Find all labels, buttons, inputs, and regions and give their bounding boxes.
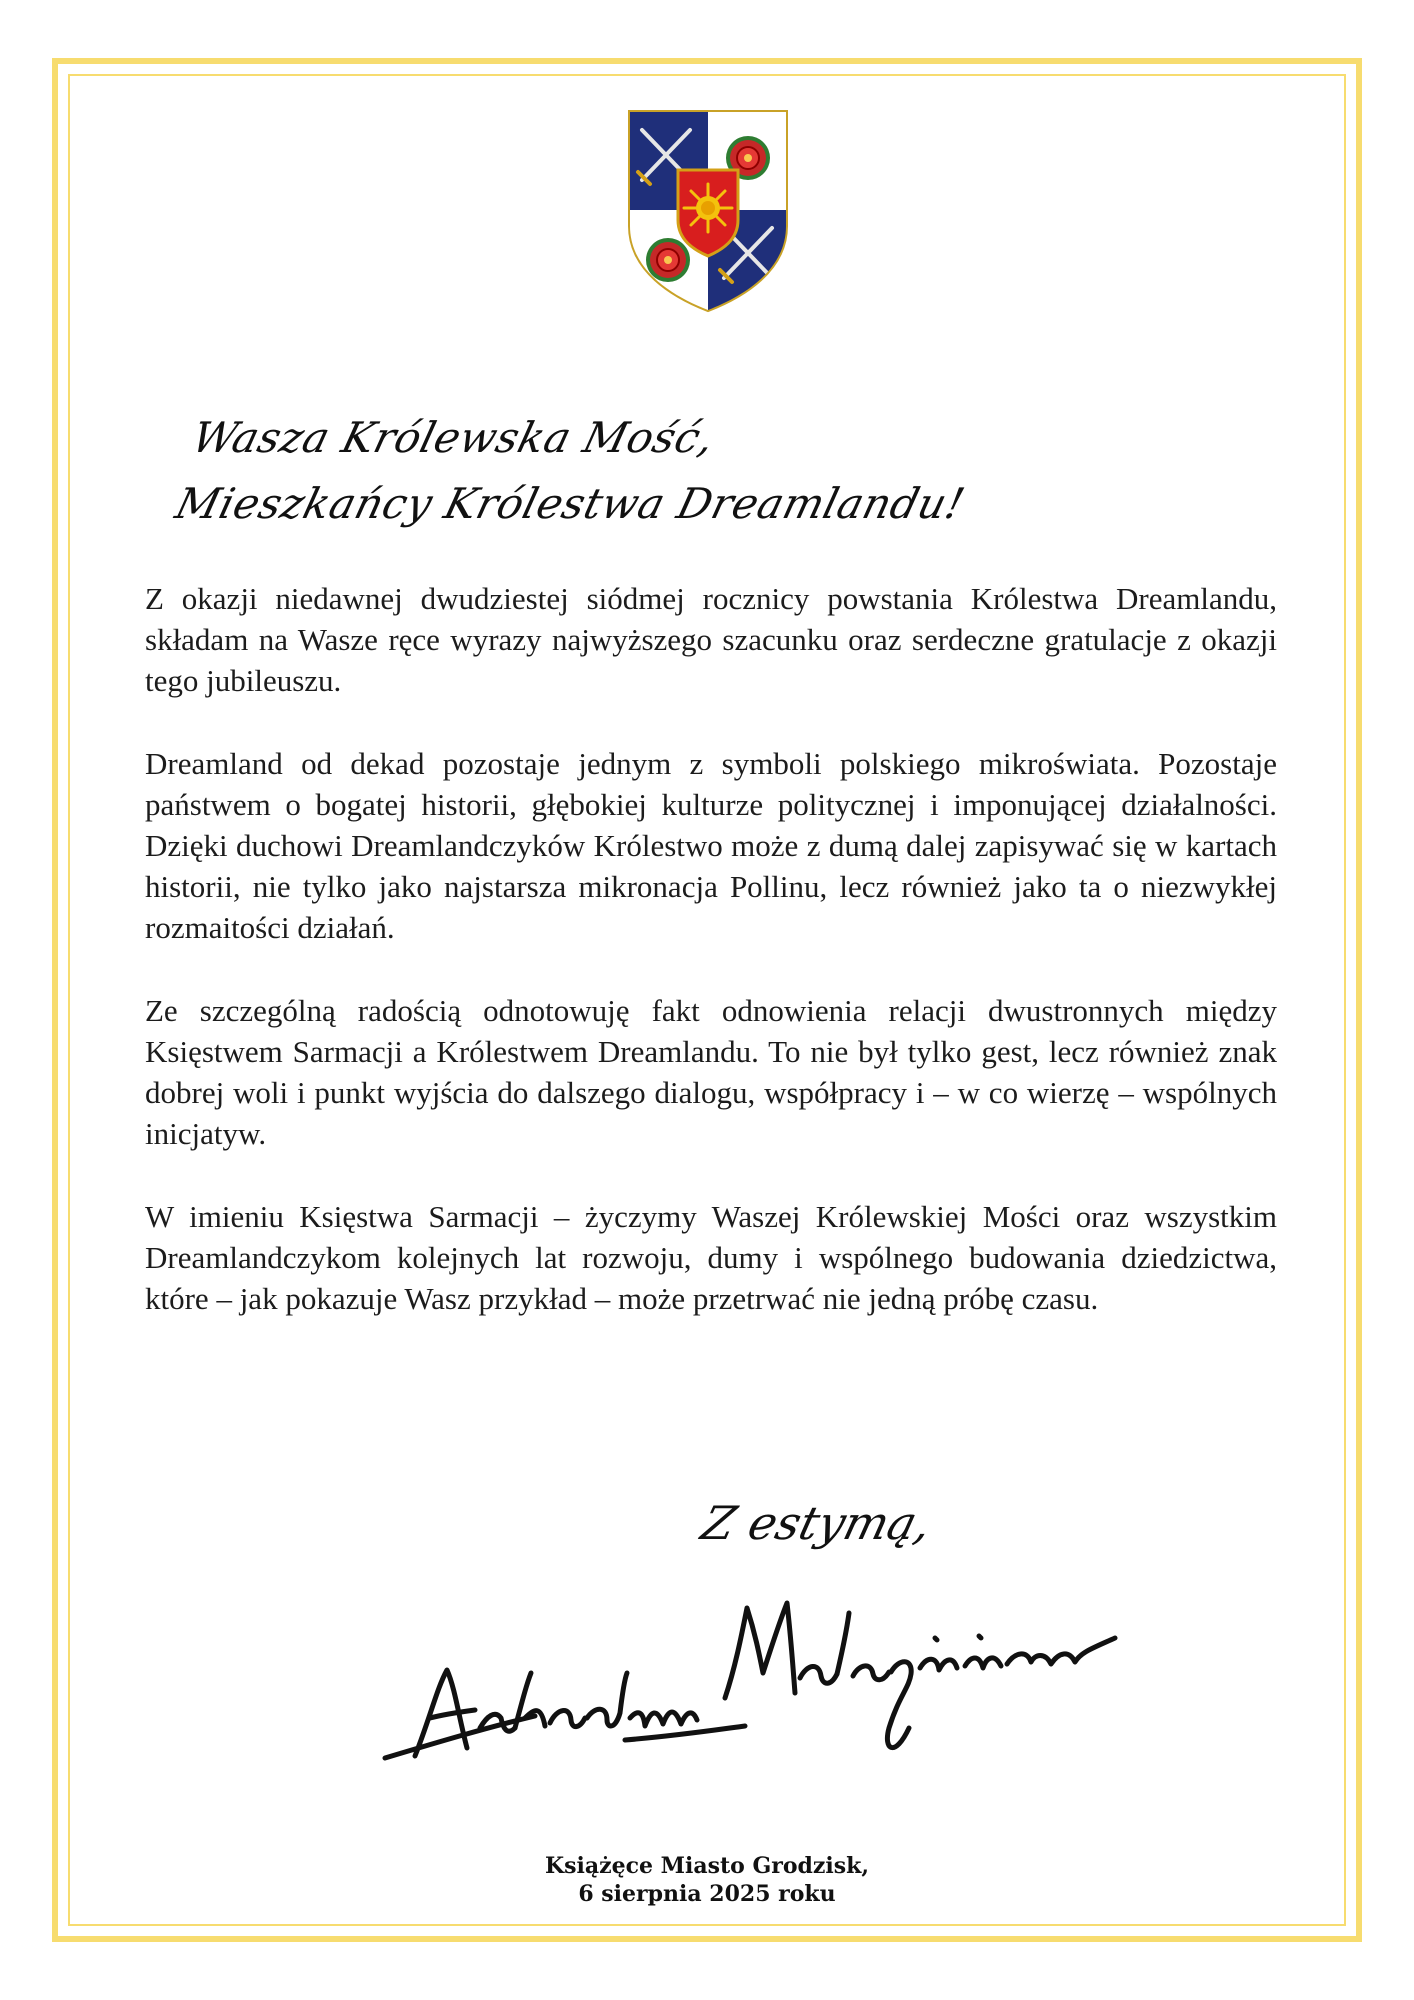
letter-body (145, 578, 1277, 1361)
paragraph-2: Dreamland od dekad pozostaje jednym z symboli polskiego mikroświata. Pozostaje państwem o bogatej historii, głębokiej kulturze politycznej i imponującej działalności. Dzięki duchowi Dreamlandczyków Królestwo może z dumą dalej zapisywać się w kartach historii, nie tylko jako najstarsza mikronacja Pollinu, lecz również jako ta o niezwykłej rozmaitości działań. (145, 746, 1277, 945)
date: 6 sierpnia 2025 roku (578, 1881, 836, 1907)
signature (375, 1578, 1135, 1788)
place-and-date (0, 1852, 1414, 1908)
coat-of-arms-icon (624, 108, 792, 314)
paragraph-4: W imieniu Księstwa Sarmacji – życzymy Waszej Królewskiej Mości oraz wszystkim Dreamlandczykom kolejnych lat rozwoju, dumy i wspólnego budowania dziedzictwa, które – jak pokazuje Wasz przykład – może przetrwać nie jedną próbę czasu. (145, 1199, 1277, 1316)
salutation-line-1: Wasza Królewska Mość, (187, 413, 720, 462)
salutation (169, 405, 1102, 537)
salutation-line-2: Mieszkańcy Królestwa Dreamlandu! (170, 479, 970, 528)
paragraph-3: Ze szczególną radością odnotowuję fakt odnowienia relacji dwustronnych między Księstwem Sarmacji a Królestwem Dreamlandu. To nie był tylko gest, lecz również znak dobrej woli i punkt wyjścia do dalszego dialogu, współpracy i – w co wierzę – wspólnych inicjatyw. (145, 993, 1277, 1151)
paragraph-1: Z okazji niedawnej dwudziestej siódmej rocznicy powstania Królestwa Dreamlandu, składam na Wasze ręce wyrazy najwyższego szacunku oraz serdeczne gratulacje z okazji tego jubileuszu. (145, 581, 1277, 698)
place: Książęce Miasto Grodzisk, (544, 1853, 870, 1879)
closing: Z estymą, (696, 1496, 938, 1550)
